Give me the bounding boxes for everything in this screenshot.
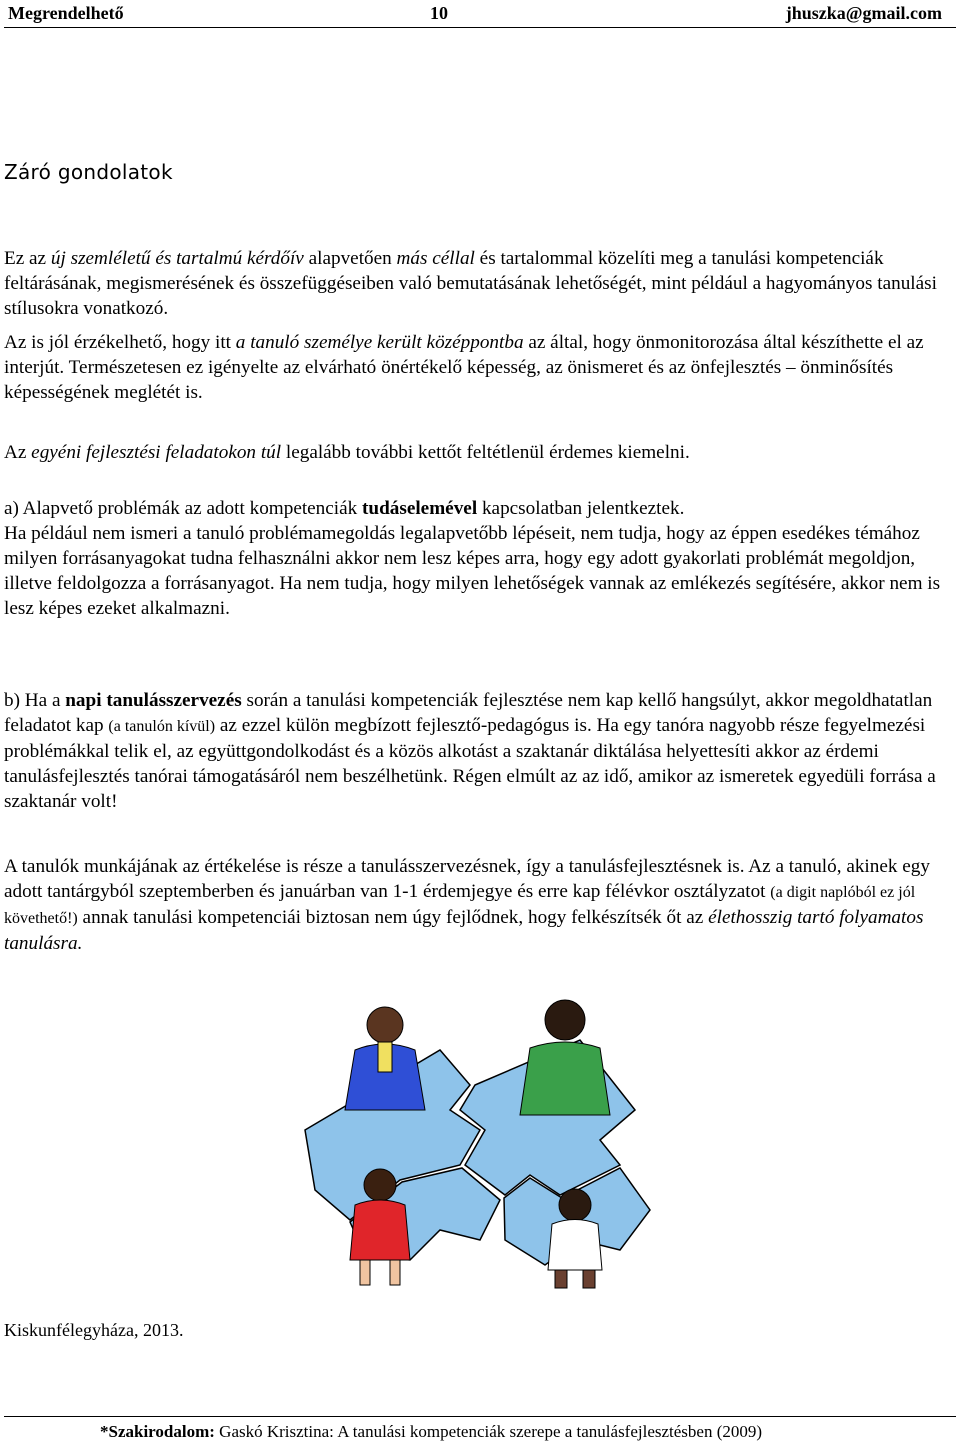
paragraph-intro: Ez az új szemléletű és tartalmú kérdőív alapvetően más céllal és tartalommal közelíti meg a tanulási kompetenciák feltárásának, megismerésének és összefüggéseiben való bemutatásának lehetőségét, mint például a hagyományos tanulási stílusokra vonatkozó.	[4, 248, 937, 319]
footer-divider	[4, 1416, 956, 1417]
header-left: Megrendelhető	[8, 3, 124, 23]
place-date: Kiskunfélegyháza, 2013.	[4, 1320, 184, 1340]
paragraph-point-b: b) Ha a napi tanulásszervezés során a tanulási kompetenciák fejlesztése nem kap kellő hangsúlyt, akkor megoldhatatlan feladatot kap (a tanulón kívül) az ezzel külön megbízott fejlesztő-pedagógus is. Ha egy tanóra nagyobb része fegyelmezési problémákkal telik el, az együttgondolkodást és a közös alkotást a szaktanár diktálása helyettesíti akkor az érdemi tanulásfejlesztés tanórai támogatásáról nem beszélhetünk. Régen elmúlt az az idő, amikor az ismeretek egyedüli forrása a szaktanár volt!	[4, 690, 936, 812]
paragraph-assessment: A tanulók munkájának az értékelése is része a tanulásszervezésnek, így a tanulásfejlesztésnek is. Az a tanuló, akinek egy adott tantárgyból szeptemberben és januárban van 1-1 érdemjegye és erre kap félévkor osztályzatot (a digit naplóból ez jól követhető!) annak tanulási kompetenciái biztosan nem úgy fejlődnek, hogy felkészítsék őt az élethosszig tartó folyamatos tanulásra.	[4, 856, 930, 954]
paragraph-focus: Az is jól érzékelhető, hogy itt a tanuló személye került középpontba az által, hogy önmonitorozása által készíthette el az interjút. Természetesen ez igényelte az elvárható önértékelő képesség, az önismeret és az önfejlesztés – önminősítés képességének meglétét is.	[4, 332, 924, 403]
person-blue-icon	[345, 1007, 425, 1110]
section-title: Záró gondolatok	[4, 160, 173, 184]
puzzle-people-illustration	[290, 990, 675, 1290]
paragraph-point-a: a) Alapvető problémák az adott kompetenciák tudáselemével kapcsolatban jelentkeztek. Ha például nem ismeri a tanuló problémamegoldás legalapvetőbb lépéseit, nem tudja, hogy az éppen esedékes témához milyen forrásanyagokat tudna felhasználni akkor nem lesz képes arra, hogy egy adott gyakorlati problémát megoldjon, illetve feldolgozza a forrásanyagot. Ha nem tudja, hogy milyen lehetőségek vannak az emlékezés segítésére, akkor nem is lesz képes ezeket alkalmazni.	[4, 498, 941, 619]
header-divider	[4, 27, 956, 28]
person-green-icon	[520, 1000, 610, 1115]
footer-reference: *Szakirodalom: Gaskó Krisztina: A tanulási kompetenciák szerepe a tanulásfejlesztésben (2009)	[100, 1422, 763, 1441]
page-number: 10	[430, 3, 448, 23]
paragraph-emphasis: Az egyéni fejlesztési feladatokon túl legalább további kettőt feltétlenül érdemes kiemelni.	[4, 442, 690, 463]
header-email: jhuszka@gmail.com	[785, 3, 942, 23]
